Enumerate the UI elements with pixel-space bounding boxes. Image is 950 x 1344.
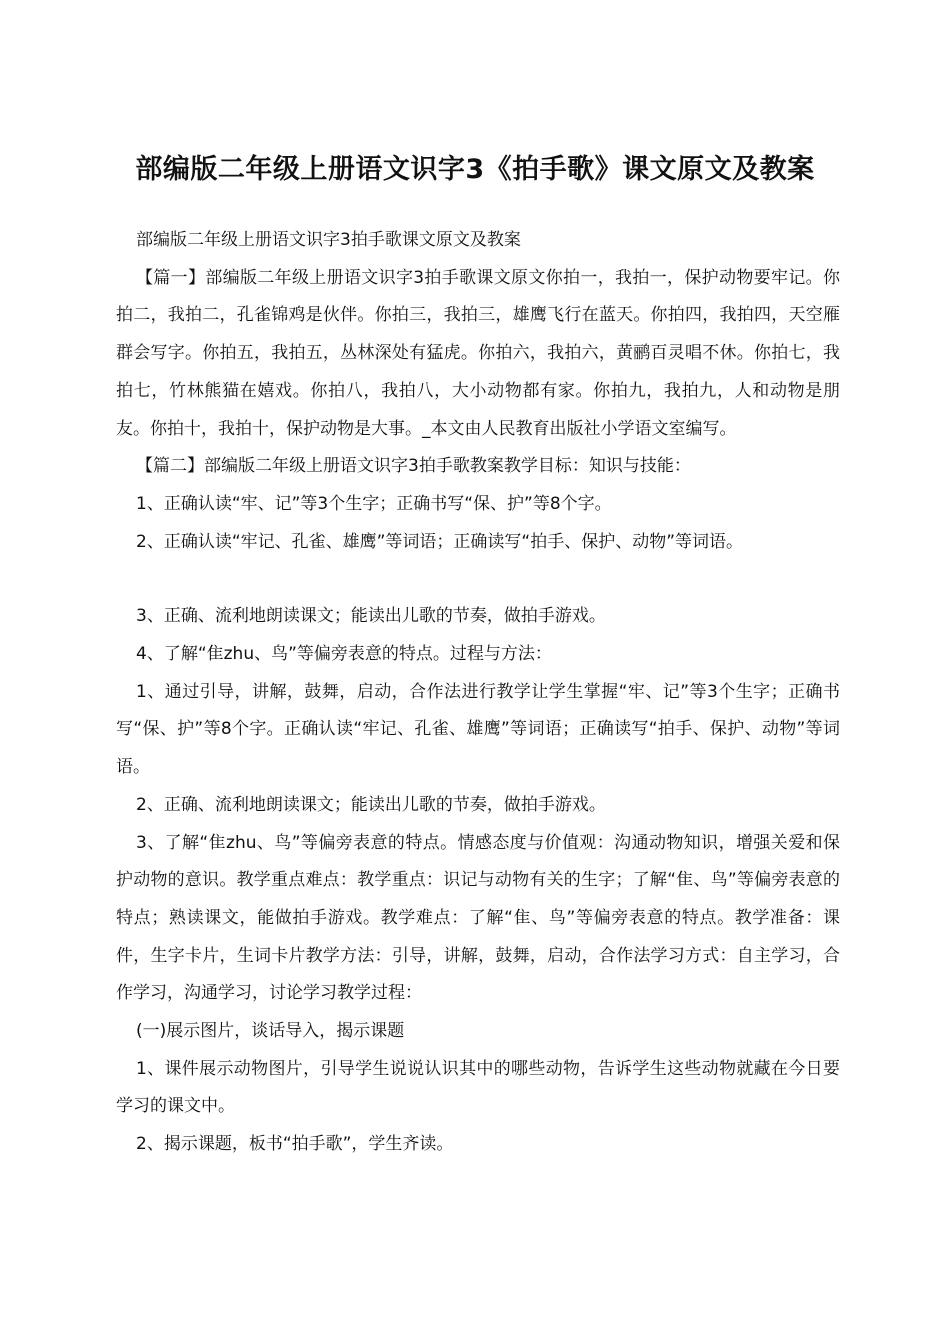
paragraph-goal-4: 4、了解“隹zhu、鸟”等偏旁表意的特点。过程与方法： xyxy=(136,644,552,665)
paragraph-section-heading: (一)展示图片，谈话导入，揭示课题 xyxy=(136,1021,405,1042)
document-title: 部编版二年级上册语文识字3《拍手歌》课文原文及教案 xyxy=(135,154,815,186)
document-body xyxy=(116,222,840,1164)
paragraph-part-one: 【篇一】部编版二年级上册语文识字3拍手歌课文原文你拍一，我拍一，保护动物要牢记。你拍二，我拍二，孔雀锦鸡是伙伴。你拍三，我拍三，雄鹰飞行在蓝天。你拍四，我拍四，天空雁群会写字。你拍五，我拍五，丛林深处有猛虎。你拍六，我拍六，黄鹂百灵唱不休。你拍七，我拍七，竹林熊猫在嬉戏。你拍八，我拍八，大小动物都有家。你拍九，我拍九，人和动物是朋友。你拍十，我拍十，保护动物是大事。_本文由人民教育出版社小学语文室编写。 xyxy=(116,267,840,439)
paragraph-part-two-heading: 【篇二】部编版二年级上册语文识字3拍手歌教案教学目标：知识与技能： xyxy=(136,456,691,477)
paragraph-goal-2: 2、正确认读“牢记、孔雀、雄鹰”等词语；正确读写“拍手、保护、动物”等词语。 xyxy=(136,531,744,552)
paragraph-subtitle: 部编版二年级上册语文识字3拍手歌课文原文及教案 xyxy=(136,230,521,250)
paragraph-method-3: 3、了解“隹zhu、鸟”等偏旁表意的特点。情感态度与价值观：沟通动物知识，增强关爱和保护动物的意识。教学重点难点：教学重点：识记与动物有关的生字；了解“隹、鸟”等偏旁表意的特点；熟读课文，能做拍手游戏。教学难点：了解“隹、鸟”等偏旁表意的特点。教学准备：课件，生字卡片，生词卡片教学方法：引导，讲解，鼓舞，启动，合作法学习方式：自主学习，合作学习，沟通学习，讨论学习教学过程： xyxy=(116,832,840,1004)
paragraph-method-2: 2、正确、流利地朗读课文；能读出儿歌的节奏，做拍手游戏。 xyxy=(136,794,606,815)
paragraph-goal-3: 3、正确、流利地朗读课文；能读出儿歌的节奏，做拍手游戏。 xyxy=(136,606,606,627)
paragraph-step-2: 2、揭示课题，板书“拍手歌”，学生齐读。 xyxy=(136,1134,454,1155)
paragraph-goal-1: 1、正确认读“牢、记”等3个生字；正确书写“保、护”等8个字。 xyxy=(136,493,612,514)
paragraph-method-1: 1、通过引导，讲解，鼓舞，启动，合作法进行教学让学生掌握“牢、记”等3个生字；正确书写“保、护”等8个字。正确认读“牢记、孔雀、雄鹰”等词语；正确读写“拍手、保护、动物”等词语。 xyxy=(116,681,840,778)
paragraph-step-1: 1、课件展示动物图片，引导学生说说认识其中的哪些动物，告诉学生这些动物就藏在今日要学习的课文中。 xyxy=(116,1058,840,1117)
